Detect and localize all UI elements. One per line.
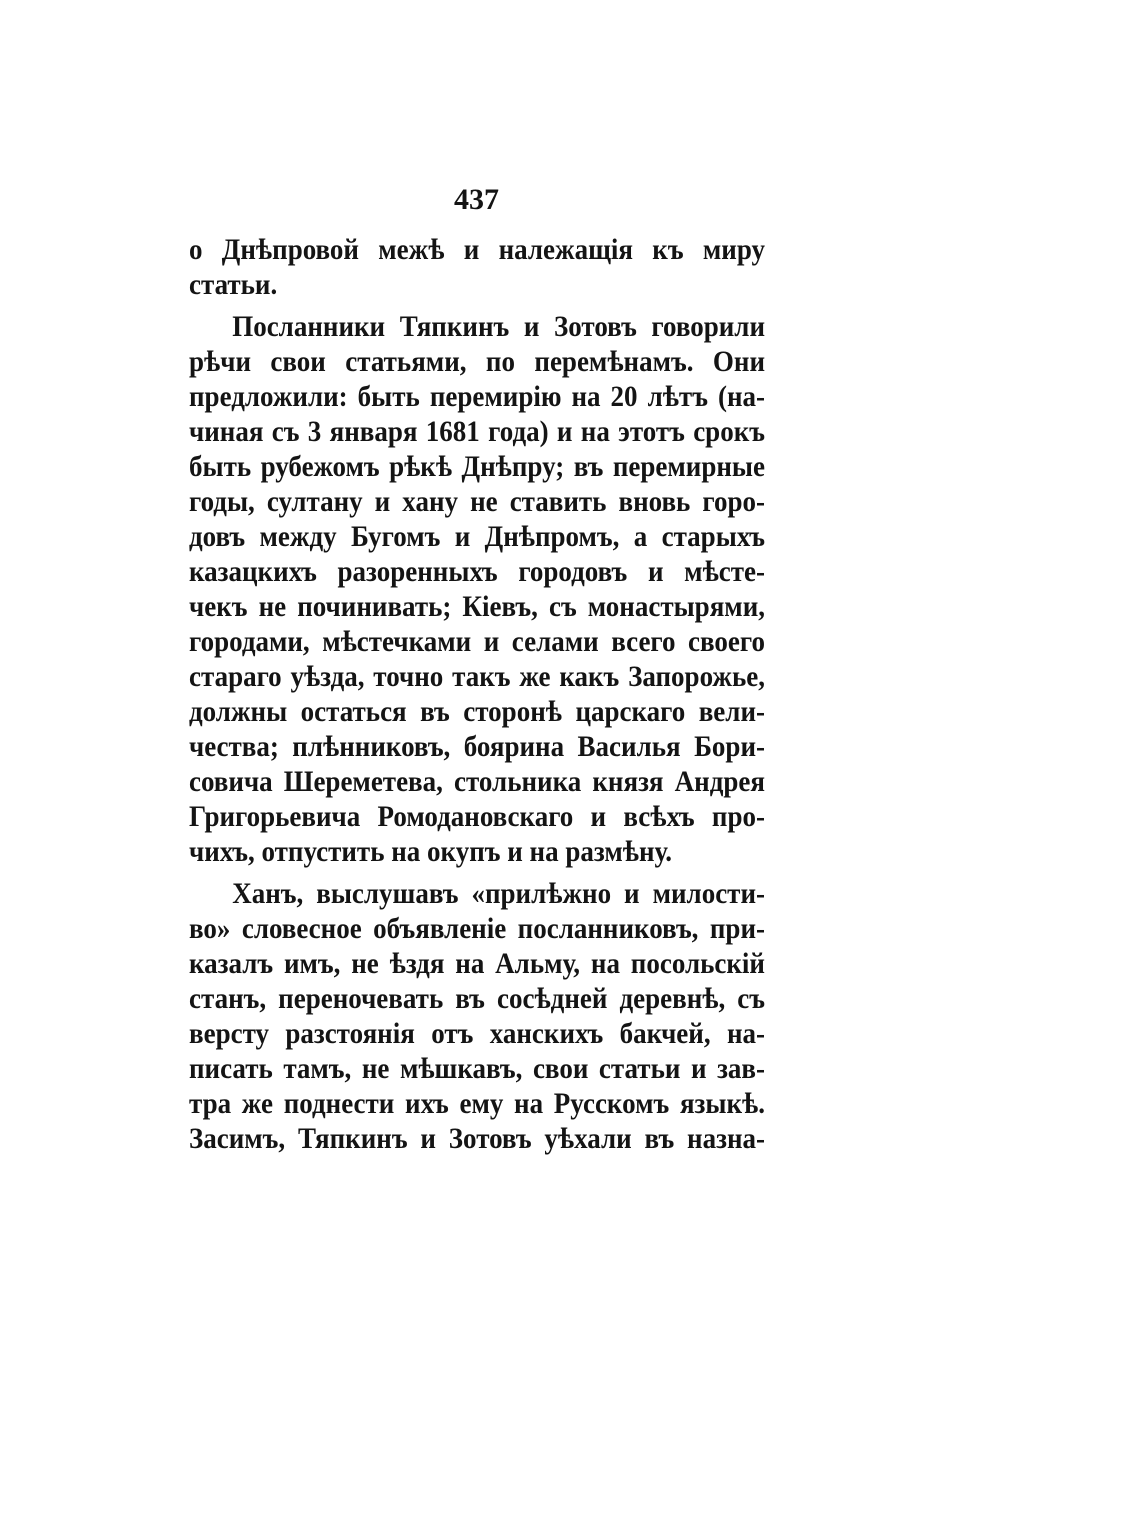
text-line: довъ между Бугомъ и Днѣпромъ, а старыхъ — [189, 520, 765, 553]
text-line: о Днѣпровой межѣ и належащія къ миру — [189, 233, 765, 266]
text-line: Засимъ, Тяпкинъ и Зотовъ уѣхали въ назна- — [189, 1122, 765, 1155]
text-line: совича Шереметева, стольника князя Андрея — [189, 765, 765, 798]
text-line: станъ, переночевать въ сосѣдней деревнѣ, съ — [189, 982, 765, 1015]
text-line: предложили: быть перемирію на 20 лѣтъ (на- — [189, 380, 765, 413]
body-text — [189, 232, 765, 1163]
text-line: чекъ не починивать; Кіевъ, съ монастырями, — [189, 590, 765, 623]
paragraph — [189, 309, 765, 869]
text-line: казалъ имъ, не ѣздя на Альму, на посольскій — [189, 947, 765, 980]
text-line: стараго уѣзда, точно такъ же какъ Запорожье, — [189, 660, 765, 693]
text-line: должны остаться въ сторонѣ царскаго вели- — [189, 695, 765, 728]
text-line: тра же поднести ихъ ему на Русскомъ языкѣ. — [189, 1087, 765, 1120]
paragraph — [189, 232, 765, 302]
text-line: версту разстоянія отъ ханскихъ бакчей, на- — [189, 1017, 765, 1050]
text-line: быть рубежомъ рѣкѣ Днѣпру; въ перемирные — [189, 450, 765, 483]
text-line: чиная съ 3 января 1681 года) и на этотъ срокъ — [189, 415, 765, 448]
text-line: Ханъ, выслушавъ «прилѣжно и милости- — [232, 877, 765, 910]
text-line: во» словесное объявленіе посланниковъ, при- — [189, 912, 765, 945]
text-line: казацкихъ разоренныхъ городовъ и мѣсте- — [189, 555, 765, 588]
text-line: статьи. — [189, 268, 278, 301]
text-line: рѣчи свои статьями, по перемѣнамъ. Они — [189, 345, 765, 378]
paragraph — [189, 876, 765, 1156]
text-line: писать тамъ, не мѣшкавъ, свои статьи и зав- — [189, 1052, 765, 1085]
text-line: Григорьевича Ромодановскаго и всѣхъ про- — [189, 800, 765, 833]
text-line: чества; плѣнниковъ, боярина Василья Бори- — [189, 730, 765, 763]
text-line: городами, мѣстечками и селами всего своего — [189, 625, 765, 658]
text-line: годы, султану и хану не ставить вновь горо- — [189, 485, 765, 518]
page-number: 437 — [454, 183, 499, 216]
text-line: чихъ, отпустить на окупъ и на размѣну. — [189, 835, 673, 868]
text-line: Посланники Тяпкинъ и Зотовъ говорили — [232, 310, 765, 343]
